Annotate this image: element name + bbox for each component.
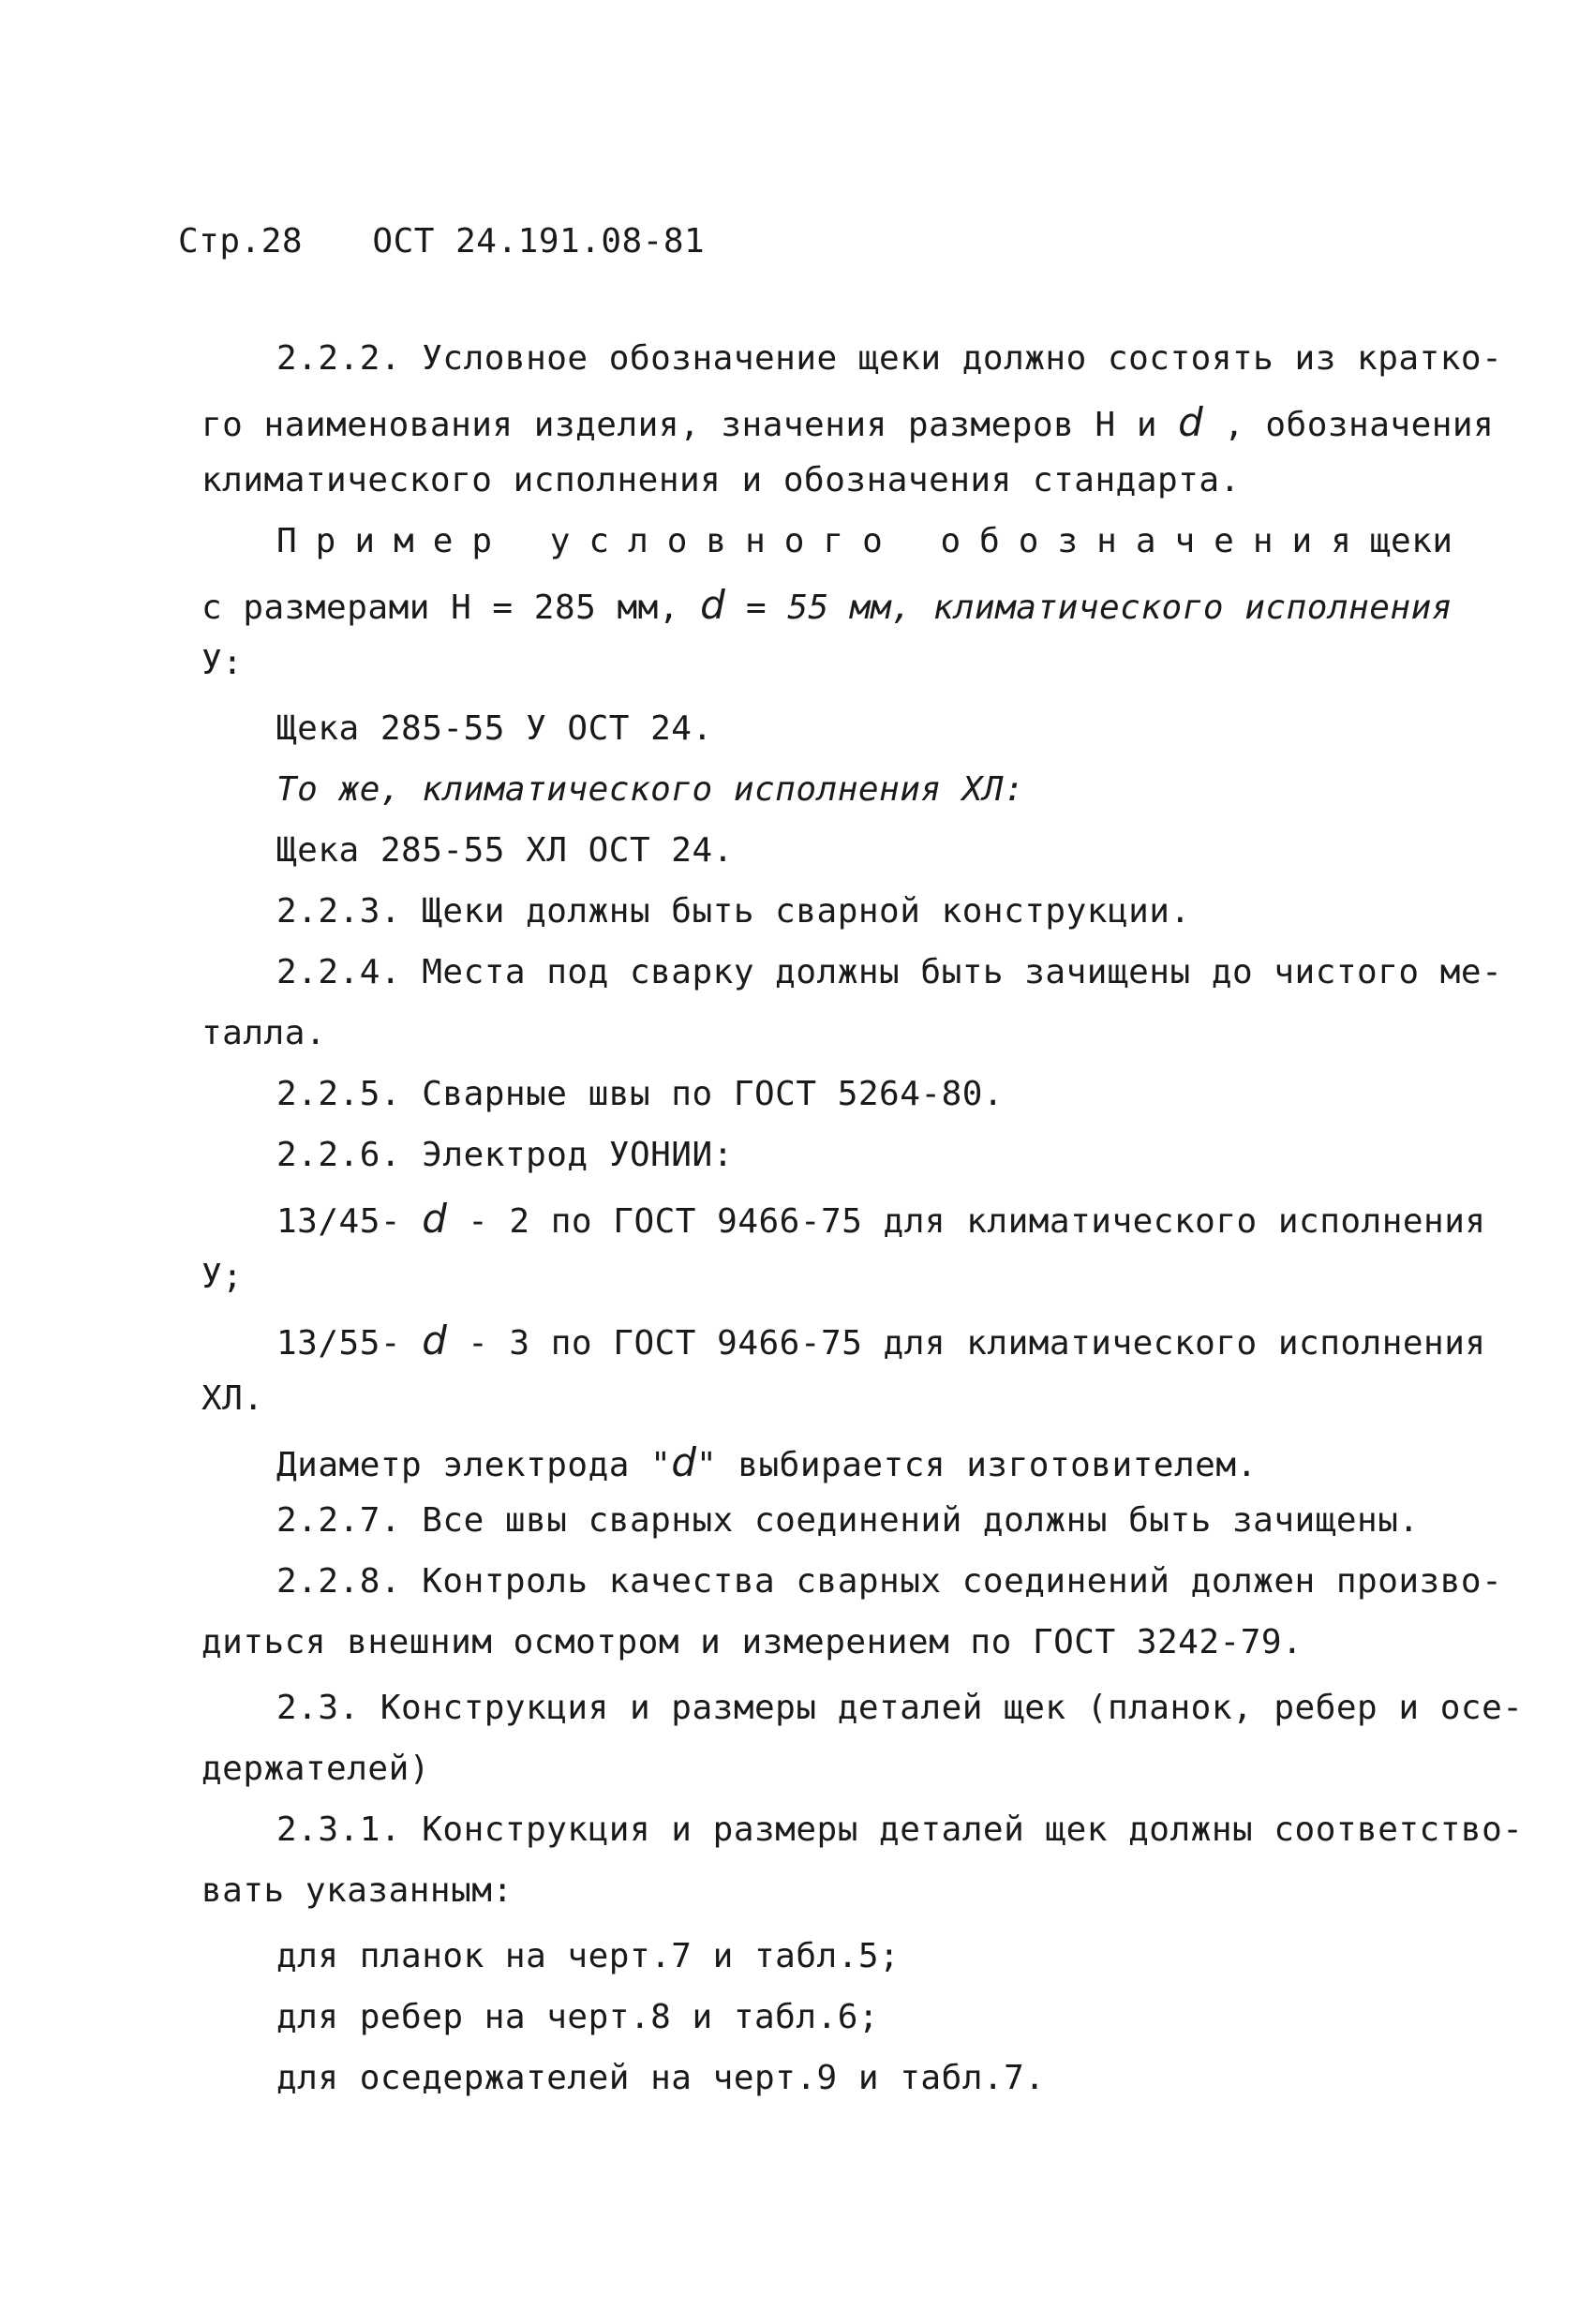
list-item-plates: для планок на черт.7 и табл.5; xyxy=(276,1937,901,1975)
symbol-d: d xyxy=(671,1439,696,1485)
paragraph-2-2-2-line-3: климатического исполнения и обозначения стандарта. xyxy=(201,461,1241,499)
paragraph-2-3-line-2: держателей) xyxy=(201,1750,430,1788)
example-line-3: У: xyxy=(201,644,244,682)
paragraph-2-2-6-line-4: 13/55- d - 3 по ГОСТ 9466-75 для климатического исполнения xyxy=(276,1318,1486,1363)
paragraph-2-2-2-line-2: го наименования изделия, значения размеров Н и d , обозначения xyxy=(201,399,1495,445)
paragraph-2-2-6-line-3: У; xyxy=(201,1258,244,1296)
symbol-d: d xyxy=(700,582,725,628)
paragraph-2-2-8-line-1: 2.2.8. Контроль качества сварных соединений должен произво- xyxy=(276,1562,1503,1601)
paragraph-2-2-6-line-1: 2.2.6. Электрод УОНИИ: xyxy=(276,1136,734,1174)
example-same-line: То же, климатического исполнения ХЛ: xyxy=(276,770,1025,809)
example-designation-2: Щека 285-55 ХЛ ОСТ 24. xyxy=(276,831,734,870)
paragraph-2-2-5: 2.2.5. Сварные швы по ГОСТ 5264-80. xyxy=(276,1075,1005,1113)
example-line-2: с размерами Н = 285 мм, d = 55 мм, климатического исполнения xyxy=(201,582,1452,628)
paragraph-2-2-7: 2.2.7. Все швы сварных соединений должны быть зачищены. xyxy=(276,1501,1420,1540)
paragraph-2-2-8-line-2: диться внешним осмотром и измерением по ГОСТ 3242-79. xyxy=(201,1623,1304,1661)
paragraph-2-2-3: 2.2.3. Щеки должны быть сварной конструкции. xyxy=(276,892,1191,931)
document-code: ОСТ 24.191.08-81 xyxy=(372,222,706,261)
paragraph-2-2-4-line-2: талла. xyxy=(201,1014,327,1052)
paragraph-2-2-6-line-5: ХЛ. xyxy=(201,1379,264,1418)
page-header xyxy=(178,222,706,261)
paragraph-2-2-6-line-6: Диаметр электрода "d" выбирается изготовителем. xyxy=(276,1439,1258,1485)
list-item-axle-holders: для оседержателей на черт.9 и табл.7. xyxy=(276,2059,1046,2097)
symbol-d: d xyxy=(422,1318,447,1363)
paragraph-2-2-6-line-2: 13/45- d - 2 по ГОСТ 9466-75 для климатического исполнения xyxy=(276,1196,1486,1242)
list-item-ribs: для ребер на черт.8 и табл.6; xyxy=(276,1998,880,2036)
page-number: Стр.28 xyxy=(178,222,304,261)
paragraph-2-3-1-line-2: вать указанным: xyxy=(201,1871,514,1910)
paragraph-2-2-4-line-1: 2.2.4. Места под сварку должны быть зачищены до чистого ме- xyxy=(276,953,1503,991)
example-designation-1: Щека 285-55 У ОСТ 24. xyxy=(276,709,713,748)
symbol-d: d xyxy=(422,1196,447,1242)
example-line-1: Пример условного обозначениящеки xyxy=(276,522,1453,560)
symbol-d: d xyxy=(1178,399,1203,445)
paragraph-2-3-1-line-1: 2.3.1. Конструкция и размеры деталей щек должны соответство- xyxy=(276,1810,1524,1849)
paragraph-2-2-2-line-1: 2.2.2. Условное обозначение щеки должно состоять из кратко- xyxy=(276,339,1503,378)
paragraph-2-3-line-1: 2.3. Конструкция и размеры деталей щек (планок, ребер и осе- xyxy=(276,1689,1524,1727)
